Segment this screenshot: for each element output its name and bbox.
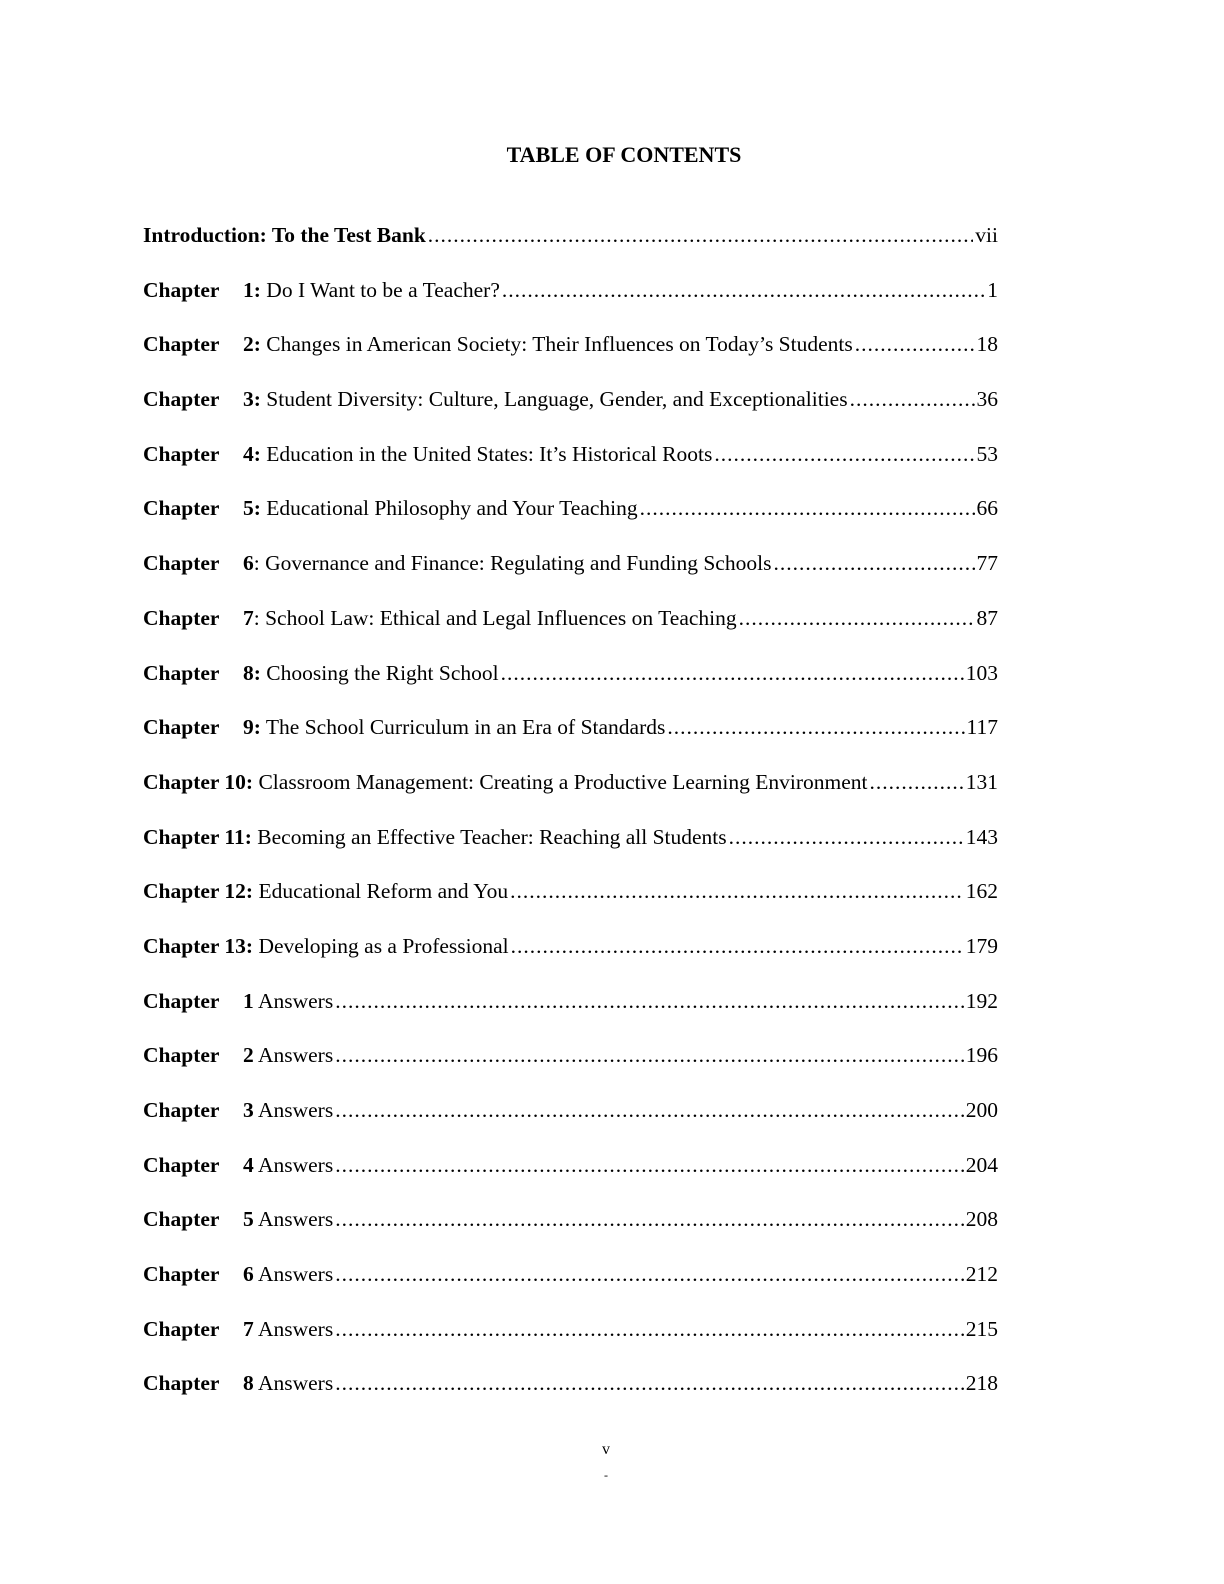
toc-entry-prefix: Chapter 11: [143,824,252,849]
toc-entry[interactable] [143,1153,998,1208]
toc-entry-prefix: Chapter 12: [143,879,254,904]
toc-entry-page: 162 [965,879,998,904]
toc-entry[interactable] [143,606,998,661]
toc-entry[interactable] [143,1207,998,1262]
toc-entry-title: Changes in American Society: Their Influences on Today’s Students [266,332,853,357]
dot-leader [739,606,975,631]
footer-mark: - [604,1468,608,1482]
toc-entry-page: 200 [965,1098,998,1122]
toc-entry-page: 66 [976,496,998,521]
toc-entry-page: 192 [965,988,998,1013]
footer-page-number: v [602,1441,610,1458]
toc-entry-page: 143 [965,824,998,849]
dot-leader [335,1262,964,1287]
dot-leader [855,332,975,357]
toc-entry-prefix: Chapter [143,1316,220,1341]
toc-entry[interactable] [143,1043,998,1098]
toc-entry-prefix: Chapter [143,1152,220,1177]
toc-entry-prefix: Chapter [143,277,220,302]
toc-entry[interactable] [143,879,998,934]
toc-entry-number: 5 [243,1207,254,1232]
toc-entry-page: 218 [965,1371,998,1396]
toc-entry-page: 204 [965,1152,998,1177]
toc-entry-label [143,1262,333,1287]
toc-entry-title: The School Curriculum in an Era of Standards [265,715,666,740]
toc-entry[interactable] [143,934,998,989]
page-title: TABLE OF CONTENTS [506,142,742,167]
toc-entry-page: 196 [965,1043,998,1068]
toc-entry-number: 1: [243,277,261,302]
toc-entry-label [143,989,333,1014]
toc-entry-label [143,278,500,303]
toc-entry-prefix: Chapter [143,441,220,466]
toc-entry-title: Answers [257,1043,334,1068]
toc-entry-page: 1 [987,277,998,302]
toc-entry-number: 6 [243,551,254,576]
toc-entry-number: 4 [243,1152,254,1177]
toc-entry-label [143,1207,333,1232]
toc-entry-title: Answers [257,1207,334,1232]
toc-entry-page: 131 [965,769,998,794]
toc-entry-label [143,387,848,412]
toc-entry[interactable] [143,496,998,551]
toc-entry-label [143,442,712,467]
dot-leader [510,879,964,904]
toc-entry-page: 117 [966,715,998,740]
toc-entry-number: 6 [243,1262,254,1287]
toc-entry[interactable] [143,442,998,497]
toc-entry-prefix: Chapter [143,1371,220,1396]
toc-entry[interactable] [143,223,998,278]
toc-entry-title: Student Diversity: Culture, Language, Gender, and Exceptionalities [266,387,848,412]
dot-leader [335,1371,964,1396]
toc-entry-prefix: Chapter 10: [143,769,254,794]
toc-entry-prefix: Chapter [143,605,220,630]
toc-entry[interactable] [143,1098,998,1153]
toc-entry[interactable] [143,989,998,1044]
toc-entry-page: 179 [965,933,998,958]
toc-entry-title: Educational Reform and You [258,879,509,904]
toc-entry-number: 4: [243,441,261,466]
toc-entry-title: Choosing the Right School [266,660,499,685]
toc-entry-title: Classroom Management: Creating a Productive Learning Environment [258,769,868,794]
toc-entry-title: Answers [257,1152,334,1177]
toc-entry-page: 212 [965,1262,998,1287]
dot-leader [335,1207,964,1232]
toc-entry-label [143,496,638,521]
toc-entry-label [143,770,867,795]
toc-entry-number: 8: [243,660,261,685]
toc-entry-title: Answers [257,1316,334,1341]
toc-entry-prefix: Chapter [143,1262,220,1287]
toc-entry-title: Answers [257,988,334,1013]
toc-entry-label [143,1371,333,1396]
toc-entry-title: Educational Philosophy and Your Teaching [266,496,638,521]
toc-entry-page: vii [975,223,998,247]
toc-entry-number: 8 [243,1371,254,1396]
toc-entry[interactable] [143,1262,998,1317]
toc-entry-page: 77 [976,551,998,576]
toc-entry[interactable] [143,1317,998,1372]
toc-entry-title: Becoming an Effective Teacher: Reaching all Students [257,824,727,849]
dot-leader [729,825,964,850]
toc-entry[interactable] [143,332,998,387]
toc-entry-label [143,223,426,248]
toc-entry-label [143,1098,333,1123]
dot-leader [850,387,975,412]
toc-entry-prefix: Chapter [143,1043,220,1068]
toc-entry-prefix: Chapter [143,988,220,1013]
dot-leader [501,661,964,686]
toc-entry-number: 1 [243,988,254,1013]
toc-entry-prefix: Chapter [143,1207,220,1232]
toc-entry-prefix: Chapter [143,551,220,576]
toc-entry-number: 2 [243,1043,254,1068]
toc-entry-title: Do I Want to be a Teacher? [266,277,500,302]
toc-entry-number: 7 [243,1316,254,1341]
toc-entry-title: : School Law: Ethical and Legal Influences on Teaching [253,605,737,630]
toc-entry-number: 3: [243,387,261,412]
toc-entry-number: 2: [243,332,261,357]
toc-entry-label [143,332,853,357]
toc-entry-title: Answers [257,1371,334,1396]
dot-leader [335,1153,964,1178]
toc-entry-prefix: Chapter [143,387,220,412]
toc-entry[interactable] [143,661,998,716]
dot-leader [335,1098,964,1123]
toc-entry[interactable] [143,387,998,442]
toc-entry-prefix: Chapter [143,496,220,521]
toc-entry-label [143,551,771,576]
dot-leader [428,223,974,248]
toc-entry-page: 53 [976,441,998,466]
dot-leader [511,934,964,959]
toc-entry-label [143,661,499,686]
toc-entry-page: 36 [976,387,998,412]
toc-entry-number: 7 [243,605,254,630]
toc-entry[interactable] [143,278,998,333]
toc-entry-prefix: Chapter [143,660,220,685]
toc-entry-prefix: Chapter [143,1098,220,1122]
toc-entry-label [143,934,509,959]
toc-entry-page: 103 [965,660,998,685]
dot-leader [335,1317,964,1342]
toc-entry[interactable] [143,551,998,606]
toc-entry[interactable] [143,825,998,880]
toc-entry-label [143,1153,333,1178]
dot-leader [640,496,975,521]
toc-entry-prefix: Chapter [143,715,220,740]
dot-leader [714,442,974,467]
toc-entry-label [143,715,665,740]
toc-entry-page: 215 [965,1316,998,1341]
dot-leader [667,715,964,740]
toc-entry-label [143,1043,333,1068]
toc-entry[interactable] [143,770,998,825]
dot-leader [869,770,963,795]
dot-leader [502,278,985,303]
toc-entry-number: 9: [243,715,261,740]
dot-leader [335,1043,964,1068]
toc-entry-prefix: Chapter [143,332,220,357]
toc-entry[interactable] [143,715,998,770]
toc-entry-label [143,879,508,904]
toc-entry-prefix: Introduction: To the Test Bank [143,223,426,247]
toc-entry-label [143,1317,333,1342]
dot-leader [335,989,964,1014]
toc-entry[interactable] [143,1371,998,1426]
toc-entry-title: Answers [257,1098,334,1122]
toc-entry-number: 5: [243,496,261,521]
toc-entry-label [143,825,727,850]
toc-entry-title: Answers [257,1262,334,1287]
toc-list [143,223,998,1426]
toc-entry-label [143,606,737,631]
toc-entry-page: 208 [965,1207,998,1232]
toc-entry-title: Education in the United States: It’s Historical Roots [266,441,713,466]
toc-entry-title: : Governance and Finance: Regulating and Funding Schools [253,551,772,576]
dot-leader [773,551,974,576]
toc-entry-prefix: Chapter 13: [143,933,254,958]
toc-entry-title: Developing as a Professional [258,933,509,958]
toc-entry-page: 18 [976,332,998,357]
toc-entry-number: 3 [243,1098,254,1122]
toc-entry-page: 87 [976,605,998,630]
